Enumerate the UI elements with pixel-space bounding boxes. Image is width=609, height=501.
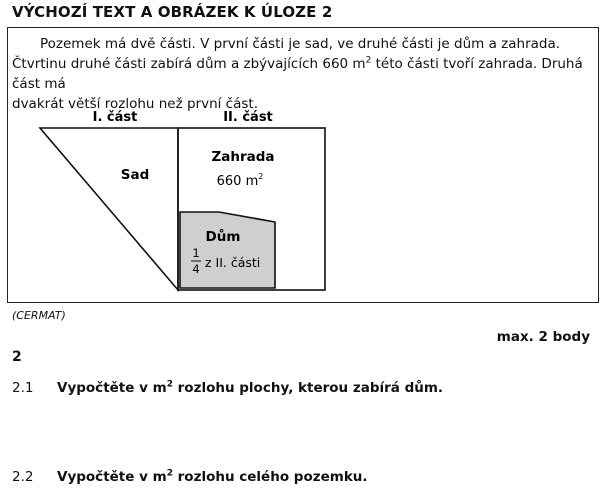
task-2-2-end: rozlohu celého pozemku. (172, 469, 368, 485)
part-one-label: I. část (92, 110, 138, 125)
garden-label: Zahrada (211, 149, 275, 165)
question-number: 2 (12, 349, 22, 365)
intro-superscript: 2 (365, 55, 372, 66)
task-2-2-superscript: 2 (166, 468, 173, 479)
section-heading: VÝCHOZÍ TEXT A OBRÁZEK K ÚLOZE 2 (12, 3, 333, 21)
max-points: max. 2 body (496, 329, 590, 345)
orchard-area (40, 128, 178, 290)
intro-line-2-end: této části tvoří zahrada. Druhá část má (12, 56, 583, 92)
garden-area-superscript: 2 (258, 172, 264, 181)
task-text-2-1 (57, 380, 443, 396)
task-2-1-superscript: 2 (166, 379, 173, 390)
source-note: (CERMAT) (12, 309, 66, 322)
part-two-label: II. část (223, 110, 273, 125)
fraction-denominator: 4 (192, 262, 200, 276)
intro-line-3: dvakrát větší rozlohu než první část. (12, 96, 258, 112)
intro-line-1: Pozemek má dvě části. V první části je sad, ve druhé části je dům a zahrada. (40, 36, 561, 52)
fraction-numerator: 1 (192, 246, 200, 260)
orchard-label: Sad (120, 167, 150, 183)
garden-area-label (217, 172, 264, 189)
task-text-2-2 (57, 469, 368, 485)
task-2-1-start: Vypočtěte v m (57, 380, 167, 396)
intro-line-2-start: Čtvrtinu druhé části zabírá dům a zbývajících 660 m (12, 56, 366, 72)
house-label: Dům (205, 229, 241, 245)
house-share-label: z II. části (205, 255, 261, 270)
task-number-2-2: 2.2 (12, 469, 34, 485)
task-2-1-end: rozlohu plochy, kterou zabírá dům. (172, 380, 444, 396)
task-number-2-1: 2.1 (12, 380, 34, 396)
garden-area-value: 660 m (216, 174, 259, 189)
task-2-2-start: Vypočtěte v m (57, 469, 167, 485)
